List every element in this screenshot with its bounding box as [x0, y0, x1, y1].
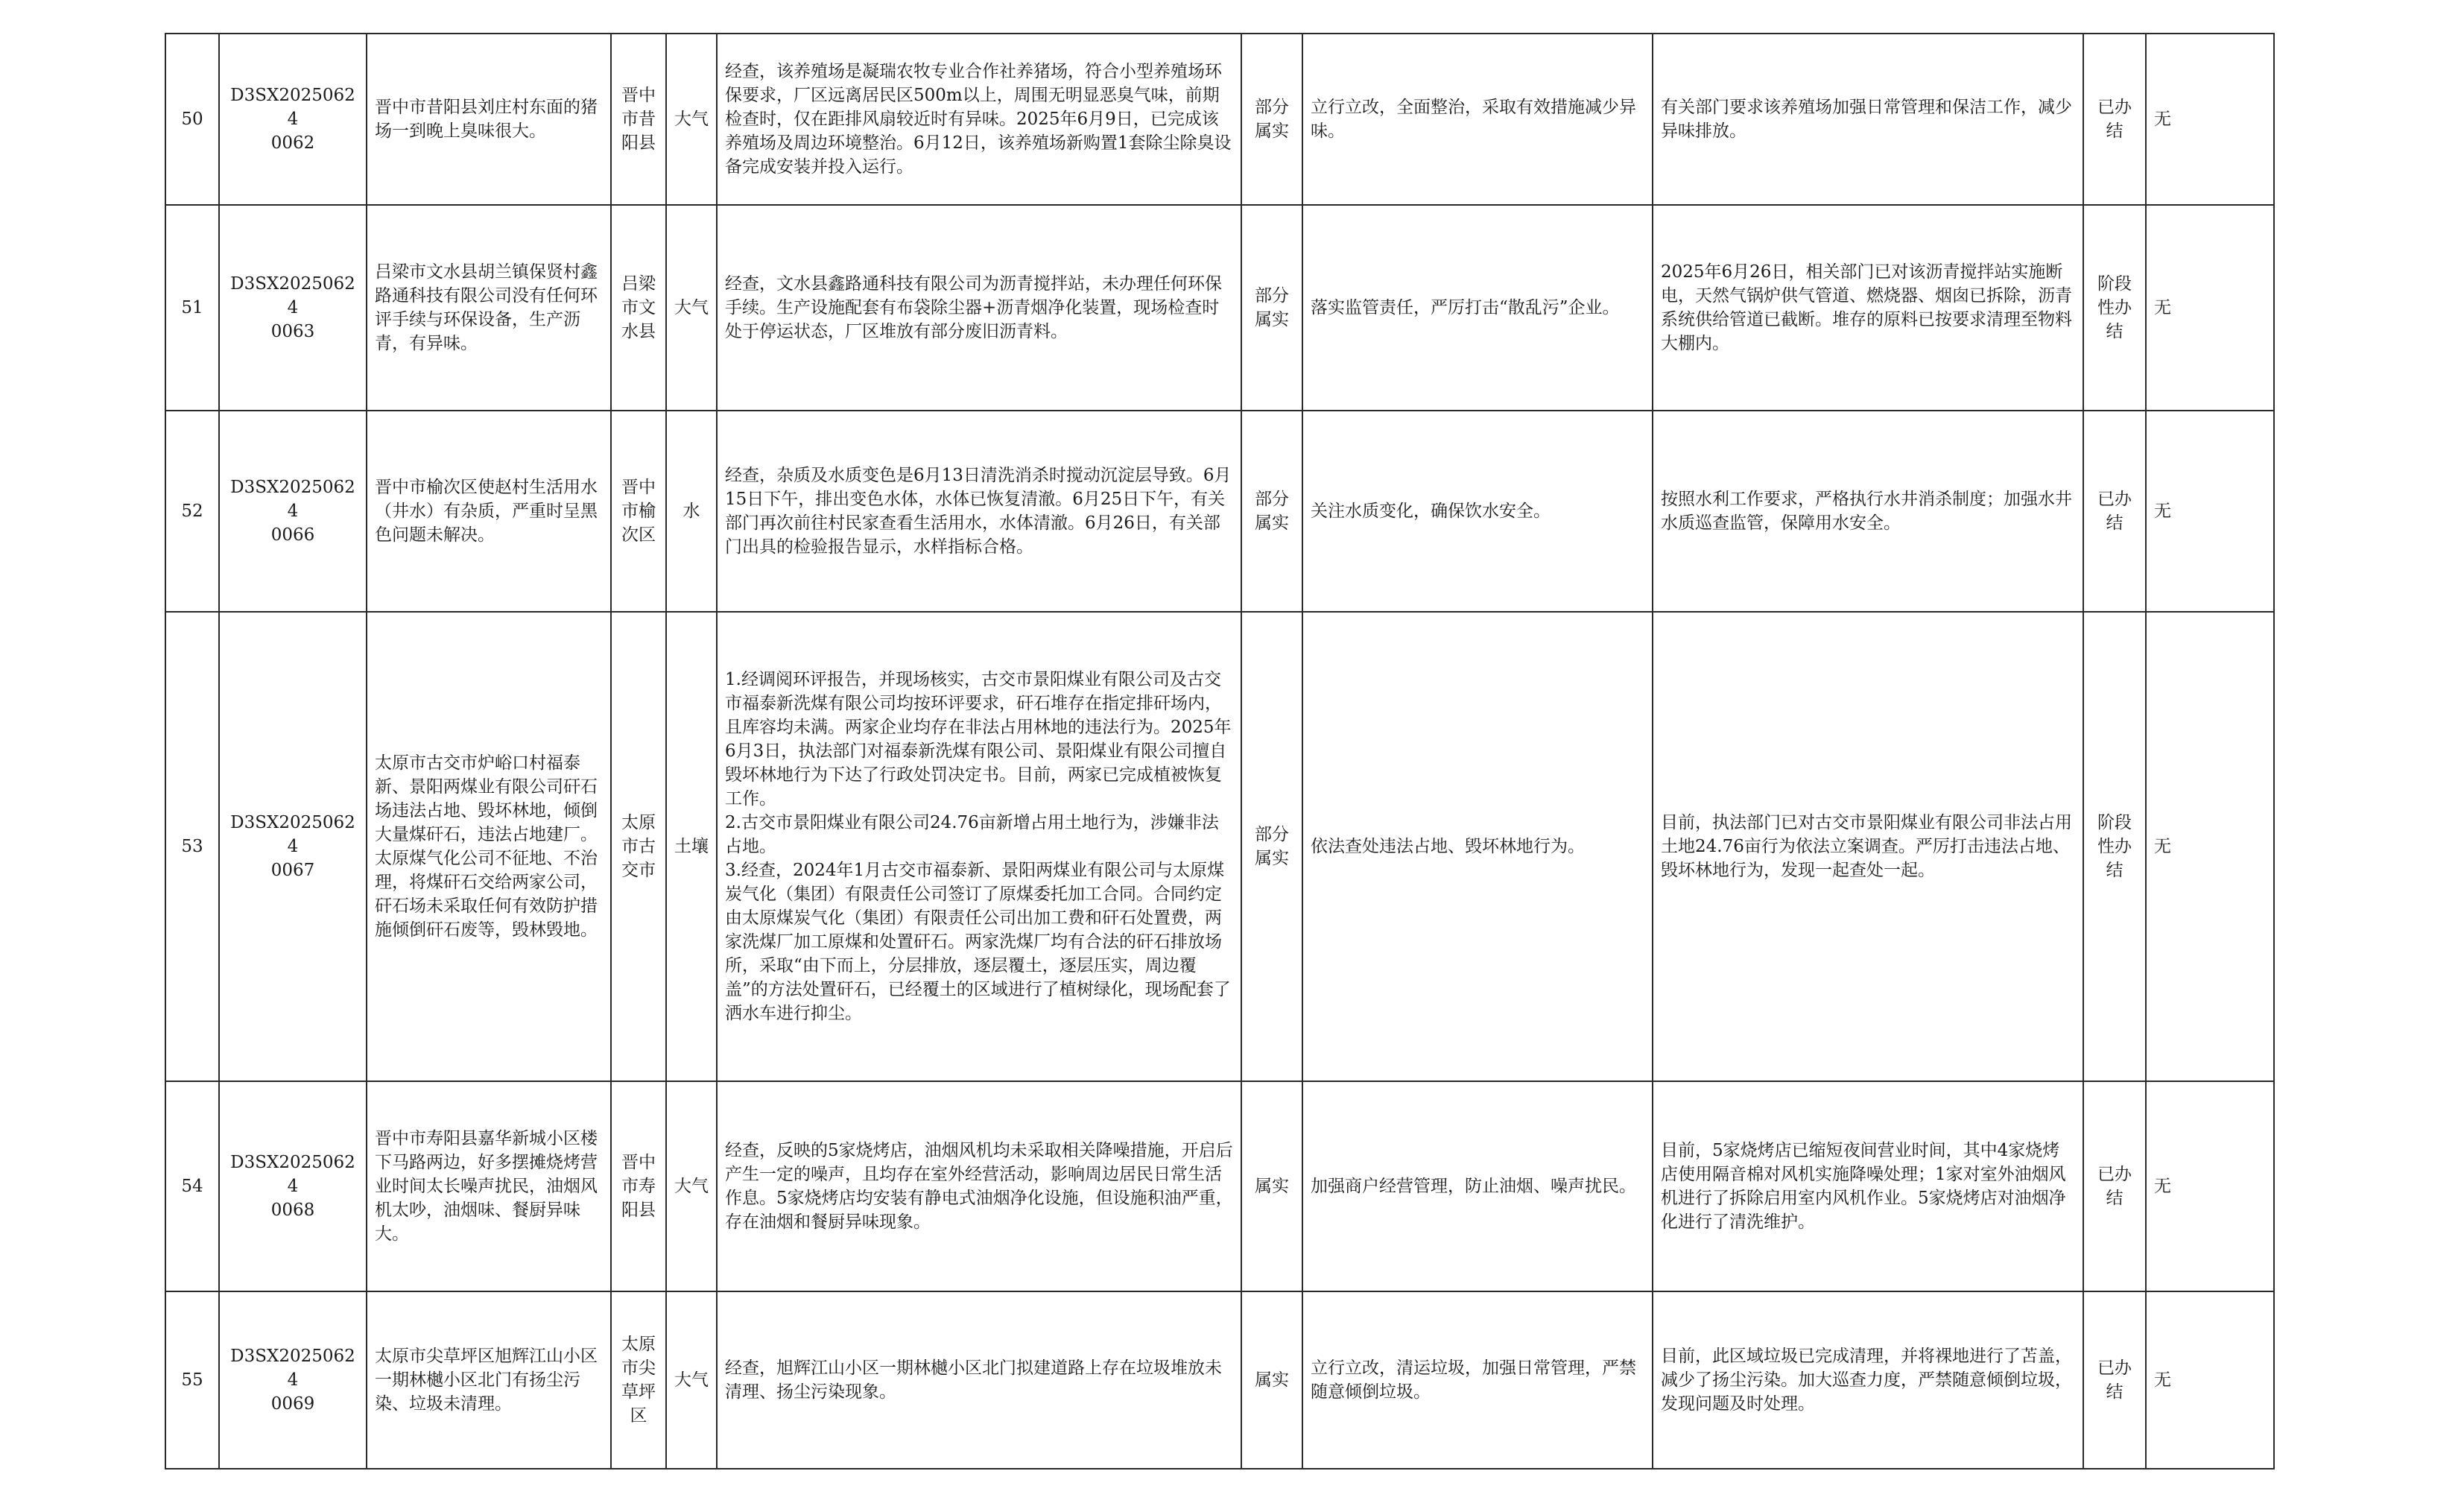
rectification-progress: 目前，此区域垃圾已完成清理，并将裸地进行了苫盖，减少了扬尘污染。加大巡查力度，严禁随意倾倒垃圾，发现问题及时处理。 — [1653, 1291, 2083, 1469]
rectification-goal: 依法查处违法占地、毁坏林地行为。 — [1302, 612, 1653, 1081]
row-number: 53 — [165, 612, 219, 1081]
case-code: D3SX20250624 0069 — [219, 1291, 367, 1469]
row-number: 55 — [165, 1291, 219, 1469]
accountability: 无 — [2146, 612, 2274, 1081]
pollution-type: 大气 — [666, 34, 717, 205]
handling-status: 阶段性办结 — [2083, 205, 2146, 411]
rectification-progress: 目前，执法部门已对古交市景阳煤业有限公司非法占用土地24.76亩行为依法立案调查。严厉打击违法占地、毁坏林地行为，发现一起查处一起。 — [1653, 612, 2083, 1081]
table-row — [165, 205, 2274, 411]
verification-verdict: 属实 — [1241, 1081, 1302, 1291]
problem-description: 吕梁市文水县胡兰镇保贤村鑫路通科技有限公司没有任何环评手续与环保设备，生产沥青，有异味。 — [367, 205, 611, 411]
table-row — [165, 411, 2274, 612]
accountability: 无 — [2146, 205, 2274, 411]
pollution-type: 大气 — [666, 1291, 717, 1469]
rectification-goal: 落实监管责任，严厉打击“散乱污”企业。 — [1302, 205, 1653, 411]
pollution-type: 水 — [666, 411, 717, 612]
table-row — [165, 612, 2274, 1081]
administrative-area: 晋中市榆次区 — [611, 411, 666, 612]
row-number: 50 — [165, 34, 219, 205]
row-number: 54 — [165, 1081, 219, 1291]
case-code: D3SX20250624 0062 — [219, 34, 367, 205]
pollution-type: 土壤 — [666, 612, 717, 1081]
administrative-area: 晋中市昔阳县 — [611, 34, 666, 205]
handling-status: 已办结 — [2083, 34, 2146, 205]
problem-description: 晋中市榆次区使赵村生活用水（井水）有杂质，严重时呈黑色问题未解决。 — [367, 411, 611, 612]
investigation-result: 1.经调阅环评报告，并现场核实，古交市景阳煤业有限公司及古交市福泰新洗煤有限公司均按环评要求，矸石堆存在指定排矸场内，且库容均未满。两家企业均存在非法占用林地的违法行为。2025年6月3日，执法部门对福泰新洗煤有限公司、景阳煤业有限公司擅自毁坏林地行为下达了行政处罚决定书。目前，两家已完成植被恢复工作。 2.古交市景阳煤业有限公司24.76亩新增占用土地行为，涉嫌非法占地。 3.经查，2024年1月古交市福泰新、景阳两煤业有限公司与太原煤炭气化（集团）有限责任公司签订了原煤委托加工合同。合同约定由太原煤炭气化（集团）有限责任公司出加工费和矸石处置费，两家洗煤厂加工原煤和处置矸石。两家洗煤厂均有合法的矸石排放场所，采取“由下而上，分层排放，逐层覆土，逐层压实，周边覆盖”的方法处置矸石，已经覆土的区域进行了植树绿化，现场配套了洒水车进行抑尘。 — [717, 612, 1241, 1081]
rectification-goal: 立行立改，清运垃圾，加强日常管理，严禁随意倾倒垃圾。 — [1302, 1291, 1653, 1469]
rectification-progress: 目前，5家烧烤店已缩短夜间营业时间，其中4家烧烤店使用隔音棉对风机实施降噪处理；1家对室外油烟风机进行了拆除启用室内风机作业。5家烧烤店对油烟净化进行了清洗维护。 — [1653, 1081, 2083, 1291]
row-number: 52 — [165, 411, 219, 612]
verification-verdict: 部分属实 — [1241, 205, 1302, 411]
handling-status: 阶段性办结 — [2083, 612, 2146, 1081]
case-code: D3SX20250624 0067 — [219, 612, 367, 1081]
problem-description: 太原市尖草坪区旭辉江山小区一期林樾小区北门有扬尘污染、垃圾未清理。 — [367, 1291, 611, 1469]
pollution-type: 大气 — [666, 1081, 717, 1291]
rectification-goal: 立行立改，全面整治，采取有效措施减少异味。 — [1302, 34, 1653, 205]
verification-verdict: 部分属实 — [1241, 34, 1302, 205]
table-row — [165, 34, 2274, 205]
investigation-result: 经查，反映的5家烧烤店，油烟风机均未采取相关降噪措施，开启后产生一定的噪声，且均存在室外经营活动，影响周边居民日常生活作息。5家烧烤店均安装有静电式油烟净化设施，但设施积油严重，存在油烟和餐厨异味现象。 — [717, 1081, 1241, 1291]
table-row — [165, 1081, 2274, 1291]
verification-verdict: 部分属实 — [1241, 612, 1302, 1081]
handling-status: 已办结 — [2083, 1081, 2146, 1291]
investigation-result: 经查，杂质及水质变色是6月13日清洗消杀时搅动沉淀层导致。6月15日下午，排出变色水体，水体已恢复清澈。6月25日下午，有关部门再次前往村民家查看生活用水，水体清澈。6月26日，有关部门出具的检验报告显示，水样指标合格。 — [717, 411, 1241, 612]
case-code: D3SX20250624 0066 — [219, 411, 367, 612]
administrative-area: 晋中市寿阳县 — [611, 1081, 666, 1291]
administrative-area: 吕梁市文水县 — [611, 205, 666, 411]
rectification-progress: 按照水利工作要求，严格执行水井消杀制度；加强水井水质巡查监管，保障用水安全。 — [1653, 411, 2083, 612]
accountability: 无 — [2146, 1081, 2274, 1291]
rectification-progress: 有关部门要求该养殖场加强日常管理和保洁工作，减少异味排放。 — [1653, 34, 2083, 205]
accountability: 无 — [2146, 411, 2274, 612]
accountability: 无 — [2146, 1291, 2274, 1469]
verification-verdict: 部分属实 — [1241, 411, 1302, 612]
problem-description: 晋中市昔阳县刘庄村东面的猪场一到晚上臭味很大。 — [367, 34, 611, 205]
investigation-result: 经查，该养殖场是凝瑞农牧专业合作社养猪场，符合小型养殖场环保要求，厂区远离居民区500m以上，周围无明显恶臭气味，前期检查时，仅在距排风扇较近时有异味。2025年6月9日，已完成该养殖场及周边环境整治。6月12日，该养殖场新购置1套除尘除臭设备完成安装并投入运行。 — [717, 34, 1241, 205]
problem-description: 太原市古交市炉峪口村福泰新、景阳两煤业有限公司矸石场违法占地、毁坏林地，倾倒大量煤矸石，违法占地建厂。太原煤气化公司不征地、不治理，将煤矸石交给两家公司，矸石场未采取任何有效防护措施倾倒矸石废等，毁林毁地。 — [367, 612, 611, 1081]
handling-status: 已办结 — [2083, 1291, 2146, 1469]
administrative-area: 太原市尖草坪区 — [611, 1291, 666, 1469]
pollution-type: 大气 — [666, 205, 717, 411]
problem-description: 晋中市寿阳县嘉华新城小区楼下马路两边，好多摆摊烧烤营业时间太长噪声扰民，油烟风机太吵，油烟味、餐厨异味大。 — [367, 1081, 611, 1291]
complaint-table — [165, 33, 2275, 1470]
rectification-goal: 加强商户经营管理，防止油烟、噪声扰民。 — [1302, 1081, 1653, 1291]
verification-verdict: 属实 — [1241, 1291, 1302, 1469]
case-code: D3SX20250624 0063 — [219, 205, 367, 411]
accountability: 无 — [2146, 34, 2274, 205]
handling-status: 已办结 — [2083, 411, 2146, 612]
table-row — [165, 1291, 2274, 1469]
case-code: D3SX20250624 0068 — [219, 1081, 367, 1291]
rectification-goal: 关注水质变化，确保饮水安全。 — [1302, 411, 1653, 612]
row-number: 51 — [165, 205, 219, 411]
investigation-result: 经查，旭辉江山小区一期林樾小区北门拟建道路上存在垃圾堆放未清理、扬尘污染现象。 — [717, 1291, 1241, 1469]
administrative-area: 太原市古交市 — [611, 612, 666, 1081]
investigation-result: 经查，文水县鑫路通科技有限公司为沥青搅拌站，未办理任何环保手续。生产设施配套有布袋除尘器+沥青烟净化装置，现场检查时处于停运状态，厂区堆放有部分废旧沥青料。 — [717, 205, 1241, 411]
rectification-progress: 2025年6月26日，相关部门已对该沥青搅拌站实施断电，天然气锅炉供气管道、燃烧器、烟囱已拆除，沥青系统供给管道已截断。堆存的原料已按要求清理至物料大棚内。 — [1653, 205, 2083, 411]
